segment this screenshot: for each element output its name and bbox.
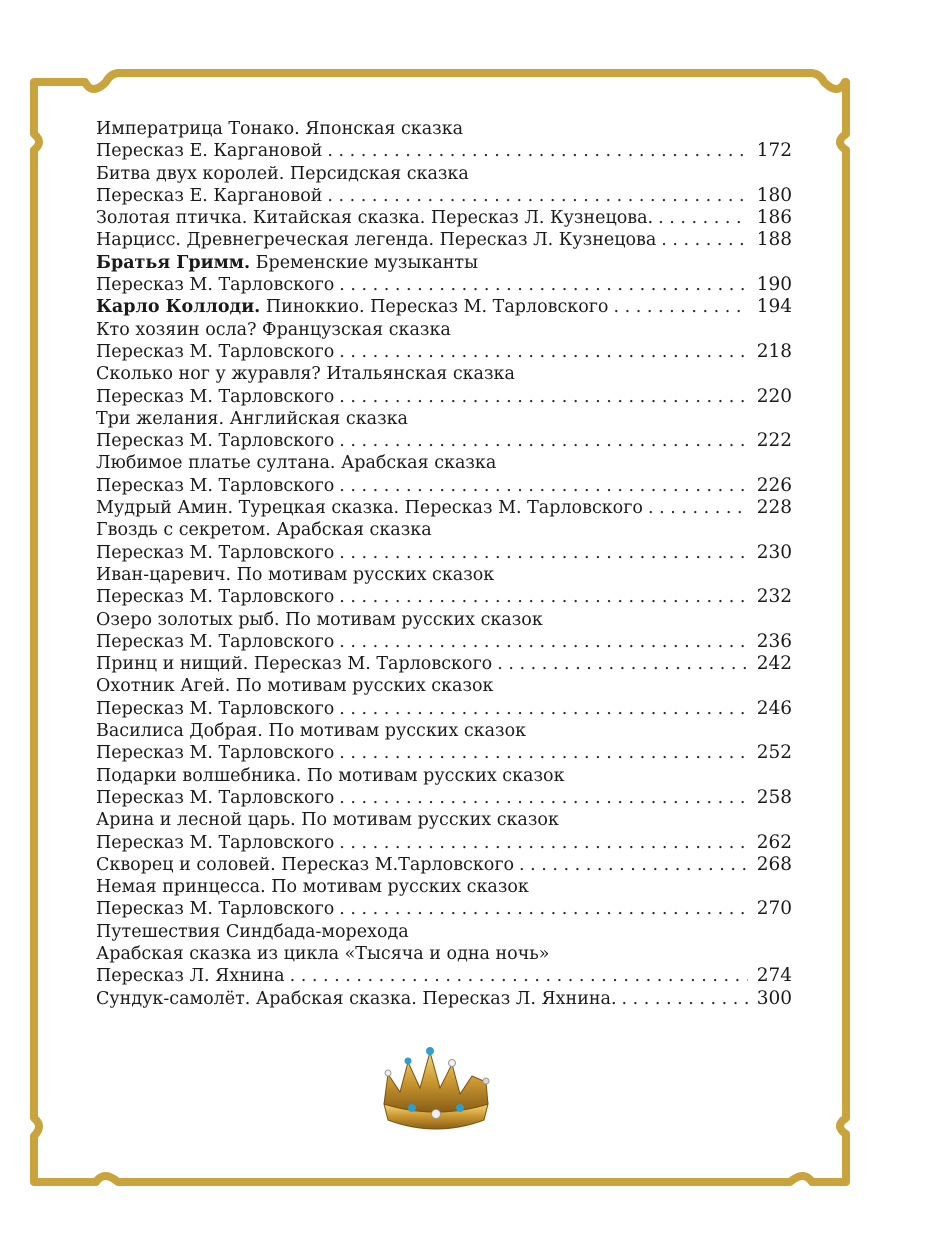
toc-entry-line bbox=[96, 675, 792, 697]
toc-entry-line bbox=[96, 118, 792, 140]
toc-leader-dots bbox=[339, 787, 748, 809]
toc-page-number: 222 bbox=[756, 430, 792, 452]
toc-leader-dots bbox=[622, 988, 748, 1010]
toc-page-number: 300 bbox=[756, 987, 792, 1009]
toc-entry-title: Пересказ М. Тарловского bbox=[96, 787, 335, 808]
toc-entry-title: Арабская сказка из цикла «Тысяча и одна ночь» bbox=[96, 943, 550, 964]
toc-entry bbox=[96, 609, 792, 654]
toc-entry-title: Братья Гримм. Бременские музыканты bbox=[96, 252, 479, 273]
toc-entry bbox=[96, 765, 792, 810]
toc-page-number: 180 bbox=[756, 184, 792, 206]
toc-entry bbox=[96, 319, 792, 364]
toc-entry-title: Скворец и соловей. Пересказ М.Тарловского bbox=[96, 854, 515, 875]
toc-entry bbox=[96, 675, 792, 720]
toc-entry bbox=[96, 921, 792, 988]
toc-entry-line bbox=[96, 252, 792, 274]
toc-entry-author: Братья Гримм. bbox=[96, 252, 251, 273]
toc-entry-title: Пересказ Е. Каргановой bbox=[96, 185, 323, 206]
toc-entry-title: Пересказ М. Тарловского bbox=[96, 475, 335, 496]
toc-page-number: 220 bbox=[756, 385, 792, 407]
toc-entry-title: Принц и нищий. Пересказ М. Тарловского bbox=[96, 654, 493, 675]
toc-entry-title: Золотая птичка. Китайская сказка. Пересказ Л. Кузнецова. bbox=[96, 208, 654, 229]
toc-page-number: 226 bbox=[756, 474, 792, 496]
toc-entry bbox=[96, 296, 792, 318]
toc-entry-last-line bbox=[96, 832, 792, 854]
toc-entry bbox=[96, 207, 792, 229]
toc-entry bbox=[96, 408, 792, 453]
toc-page-number: 228 bbox=[756, 497, 792, 519]
toc-entry-title: Путешествия Синдбада-морехода bbox=[96, 921, 409, 942]
toc-entry-line bbox=[96, 319, 792, 341]
toc-entry-title: Пересказ М. Тарловского bbox=[96, 431, 335, 452]
toc-entry-title: Гвоздь с секретом. Арабская сказка bbox=[96, 520, 432, 541]
toc-entry-last-line bbox=[96, 854, 792, 876]
toc-entry bbox=[96, 564, 792, 609]
toc-entry-title: Немая принцесса. По мотивам русских сказок bbox=[96, 877, 529, 898]
toc-entry bbox=[96, 854, 792, 876]
toc-entry bbox=[96, 653, 792, 675]
toc-entry-title: Василиса Добрая. По мотивам русских сказок bbox=[96, 721, 527, 742]
toc-leader-dots bbox=[327, 185, 748, 207]
toc-entry bbox=[96, 452, 792, 497]
toc-leader-dots bbox=[339, 386, 748, 408]
toc-entry-last-line bbox=[96, 185, 792, 207]
toc-entry bbox=[96, 876, 792, 921]
toc-entry-last-line bbox=[96, 965, 792, 987]
toc-page-number: 194 bbox=[756, 296, 792, 318]
toc-entry-last-line bbox=[96, 898, 792, 920]
toc-entry-title: Пересказ М. Тарловского bbox=[96, 587, 335, 608]
toc-page-number: 246 bbox=[756, 697, 792, 719]
toc-entry-last-line bbox=[96, 296, 792, 318]
toc-entry-last-line bbox=[96, 542, 792, 564]
toc-page-number: 252 bbox=[756, 742, 792, 764]
crown-illustration bbox=[352, 1042, 520, 1140]
toc-entry-last-line bbox=[96, 698, 792, 720]
toc-entry-title: Карло Коллоди. Пиноккио. Пересказ М. Тарловского bbox=[96, 297, 609, 318]
toc-entry-line bbox=[96, 720, 792, 742]
toc-entry-line bbox=[96, 876, 792, 898]
toc-entry-last-line bbox=[96, 787, 792, 809]
toc-page-number: 190 bbox=[756, 274, 792, 296]
toc-entry-line bbox=[96, 809, 792, 831]
toc-entry-line bbox=[96, 921, 792, 943]
toc-entry-title: Пересказ М. Тарловского bbox=[96, 698, 335, 719]
toc-entry bbox=[96, 519, 792, 564]
toc-entry-last-line bbox=[96, 430, 792, 452]
toc-page-number: 186 bbox=[756, 207, 792, 229]
toc-entry-title: Битва двух королей. Персидская сказка bbox=[96, 163, 469, 184]
toc-leader-dots bbox=[339, 742, 748, 764]
toc-entry bbox=[96, 363, 792, 408]
toc-leader-dots bbox=[339, 698, 748, 720]
toc-entry-last-line bbox=[96, 229, 792, 251]
toc-entry-title: Подарки волшебника. По мотивам русских сказок bbox=[96, 765, 565, 786]
toc-entry-line bbox=[96, 163, 792, 185]
toc-entry-last-line bbox=[96, 475, 792, 497]
toc-entry-title: Любимое платье султана. Арабская сказка bbox=[96, 453, 497, 474]
toc-leader-dots bbox=[290, 965, 748, 987]
toc-entry-last-line bbox=[96, 207, 792, 229]
toc-entry bbox=[96, 252, 792, 297]
toc-entry-last-line bbox=[96, 341, 792, 363]
toc-entry bbox=[96, 809, 792, 854]
toc-leader-dots bbox=[613, 296, 748, 318]
toc-leader-dots bbox=[339, 631, 748, 653]
toc-entry-last-line bbox=[96, 653, 792, 675]
toc-leader-dots bbox=[339, 586, 748, 608]
toc-entry-title: Пересказ М. Тарловского bbox=[96, 341, 335, 362]
toc-entry-title: Пересказ М. Тарловского bbox=[96, 275, 335, 296]
toc-entry-line bbox=[96, 408, 792, 430]
toc-page-number: 268 bbox=[756, 853, 792, 875]
toc-entry-last-line bbox=[96, 631, 792, 653]
toc-leader-dots bbox=[339, 274, 748, 296]
toc-entry-title: Пересказ М. Тарловского bbox=[96, 832, 335, 853]
toc-page-number: 258 bbox=[756, 786, 792, 808]
toc-page-number: 172 bbox=[756, 140, 792, 162]
toc-entry-title: Пересказ М. Тарловского bbox=[96, 743, 335, 764]
toc-entry bbox=[96, 720, 792, 765]
toc-entry-title: Пересказ Л. Яхнина bbox=[96, 966, 285, 987]
toc-entry-last-line bbox=[96, 497, 792, 519]
toc-entry-title: Иван-царевич. По мотивам русских сказок bbox=[96, 564, 495, 585]
toc-leader-dots bbox=[327, 140, 748, 162]
toc-entry-line bbox=[96, 564, 792, 586]
toc-entry-title: Охотник Агей. По мотивам русских сказок bbox=[96, 676, 494, 697]
toc-leader-dots bbox=[658, 207, 748, 229]
toc-leader-dots bbox=[339, 475, 748, 497]
toc-leader-dots bbox=[339, 898, 748, 920]
toc-entry bbox=[96, 497, 792, 519]
table-of-contents bbox=[96, 118, 792, 1010]
toc-entry-title: Пересказ М. Тарловского bbox=[96, 386, 335, 407]
toc-page-number: 218 bbox=[756, 340, 792, 362]
toc-leader-dots bbox=[661, 229, 748, 251]
toc-entry-last-line bbox=[96, 988, 792, 1010]
toc-page-number: 188 bbox=[756, 229, 792, 251]
toc-entry-last-line bbox=[96, 274, 792, 296]
toc-entry-last-line bbox=[96, 140, 792, 162]
toc-page-number: 242 bbox=[756, 653, 792, 675]
toc-entry bbox=[96, 988, 792, 1010]
toc-entry-last-line bbox=[96, 386, 792, 408]
toc-entry-title: Озеро золотых рыб. По мотивам русских сказок bbox=[96, 609, 543, 630]
toc-entry-last-line bbox=[96, 742, 792, 764]
toc-entry-title: Мудрый Амин. Турецкая сказка. Пересказ М. Тарловского bbox=[96, 498, 643, 519]
toc-entry-title: Сундук-самолёт. Арабская сказка. Пересказ Л. Яхнина. bbox=[96, 988, 617, 1009]
toc-entry-title: Кто хозяин осла? Французская сказка bbox=[96, 319, 451, 340]
toc-entry-line bbox=[96, 609, 792, 631]
toc-leader-dots bbox=[339, 542, 748, 564]
toc-page-number: 232 bbox=[756, 586, 792, 608]
toc-leader-dots bbox=[648, 497, 748, 519]
toc-entry-title: Сколько ног у журавля? Итальянская сказка bbox=[96, 364, 515, 385]
toc-leader-dots bbox=[339, 341, 748, 363]
toc-entry-title: Пересказ Е. Каргановой bbox=[96, 141, 323, 162]
toc-entry-title: Арина и лесной царь. По мотивам русских сказок bbox=[96, 810, 559, 831]
toc-entry-line bbox=[96, 452, 792, 474]
toc-entry-line bbox=[96, 363, 792, 385]
toc-leader-dots bbox=[497, 653, 748, 675]
toc-entry-last-line bbox=[96, 586, 792, 608]
toc-entry-title: Пересказ М. Тарловского bbox=[96, 631, 335, 652]
toc-entry-line bbox=[96, 943, 792, 965]
toc-leader-dots bbox=[519, 854, 748, 876]
toc-entry-title: Пересказ М. Тарловского bbox=[96, 899, 335, 920]
toc-entry-title: Три желания. Английская сказка bbox=[96, 408, 408, 429]
toc-page-number: 230 bbox=[756, 541, 792, 563]
toc-page-number: 236 bbox=[756, 630, 792, 652]
toc-entry-line bbox=[96, 519, 792, 541]
toc-page-number: 274 bbox=[756, 965, 792, 987]
toc-entry-line bbox=[96, 765, 792, 787]
toc-page-number: 270 bbox=[756, 898, 792, 920]
toc-entry-title: Нарцисс. Древнегреческая легенда. Пересказ Л. Кузнецова bbox=[96, 230, 657, 251]
toc-entry bbox=[96, 229, 792, 251]
toc-leader-dots bbox=[339, 430, 748, 452]
toc-leader-dots bbox=[339, 832, 748, 854]
toc-entry-title: Императрица Тонако. Японская сказка bbox=[96, 119, 464, 139]
toc-entry bbox=[96, 163, 792, 208]
toc-entry-author: Карло Коллоди. bbox=[96, 297, 261, 318]
toc-entry bbox=[96, 118, 792, 163]
toc-entry-title: Пересказ М. Тарловского bbox=[96, 542, 335, 563]
toc-page-number: 262 bbox=[756, 831, 792, 853]
